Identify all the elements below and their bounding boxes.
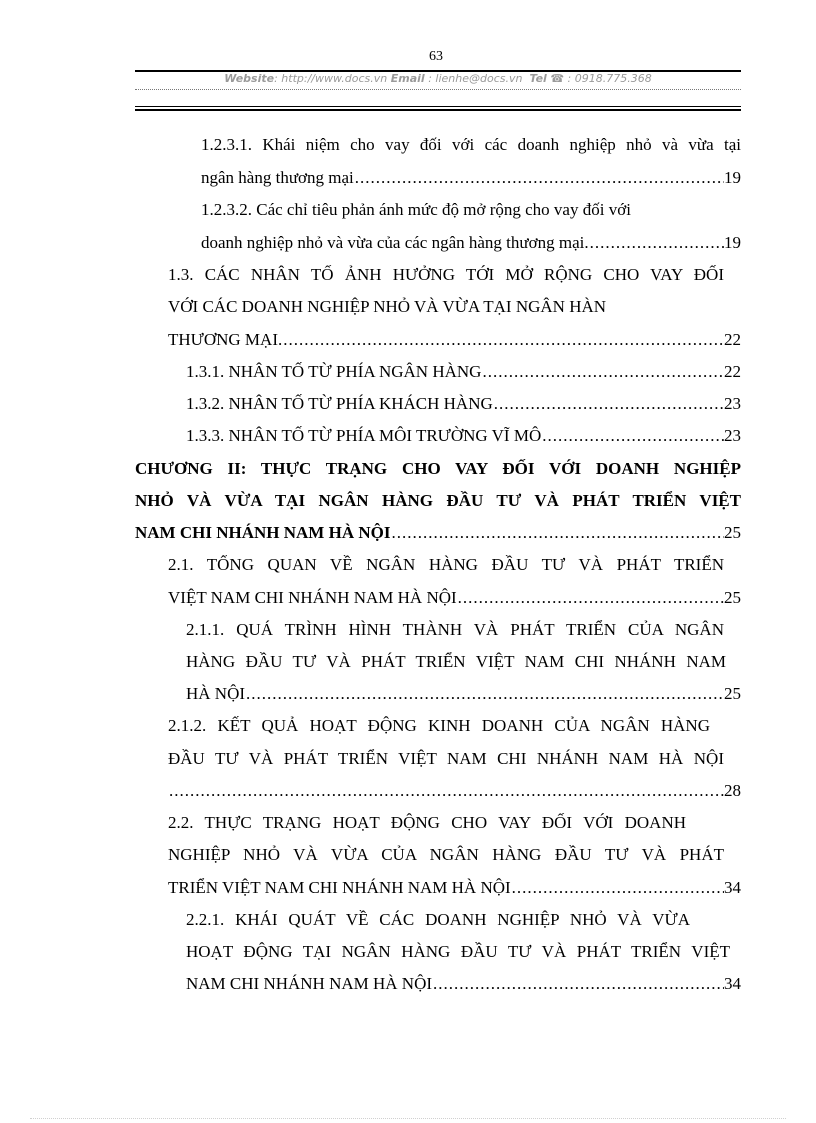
header-rule-bottom	[135, 106, 741, 107]
website-value[interactable]: : http://www.docs.vn	[274, 72, 388, 85]
toc-entry-1.2.3.2-cont[interactable]: doanh nghiệp nhỏ và vừa của các ngân hàng thương mại. ..... 19	[201, 233, 741, 253]
toc-entry-2.2.1-cont2[interactable]: NAM CHI NHÁNH NAM HÀ NỘI ..... 34	[186, 974, 741, 994]
email-label: Email	[390, 72, 425, 85]
leader-dots	[542, 426, 724, 446]
header-rule-mid	[135, 89, 741, 90]
leader-dots	[246, 684, 724, 704]
page-ref: 25	[724, 523, 741, 542]
toc-entry-1.3[interactable]: 1.3. CÁC NHÂN TỐ ẢNH HƯỞNG TỚI MỞ RỘNG CHO VAY ĐỐI	[168, 265, 724, 284]
page-ref: 23	[724, 426, 741, 445]
page-ref: 19	[724, 233, 741, 252]
toc-entry-2.1-cont[interactable]: VIỆT NAM CHI NHÁNH NAM HÀ NỘI ..... 25	[168, 588, 741, 608]
toc-entry-1.2.3.1-cont[interactable]: ngân hàng thương mại ..... 19	[201, 168, 741, 188]
leader-dots	[433, 974, 724, 994]
page-ref: 28	[724, 781, 741, 800]
page-ref: 22	[724, 330, 741, 349]
toc-entry-2.1.1-cont2[interactable]: HÀ NỘI ..... 25	[186, 684, 741, 704]
toc-entry-2.2[interactable]: 2.2. THỰC TRẠNG HOẠT ĐỘNG CHO VAY ĐỐI VỚI DOANH	[168, 813, 686, 832]
toc-entry-1.3-cont2[interactable]: THƯƠNG MẠI. ..... 22	[168, 330, 741, 350]
toc-entry-2.1.2-cont[interactable]: ĐẦU TƯ VÀ PHÁT TRIỂN VIỆT NAM CHI NHÁNH NAM HÀ NỘI	[168, 749, 724, 768]
tel-label: Tel	[529, 72, 547, 85]
header-rule-bottom-thick	[135, 109, 741, 111]
page-ref: 19	[724, 168, 741, 187]
toc-entry-2.1.2[interactable]: 2.1.2. KẾT QUẢ HOẠT ĐỘNG KINH DOANH CỦA NGÂN HÀNG	[168, 716, 710, 735]
page-ref: 22	[724, 362, 741, 381]
toc-entry-2.2-cont2[interactable]: TRIỂN VIỆT NAM CHI NHÁNH NAM HÀ NỘI ..... 34	[168, 878, 741, 898]
toc-entry-2.1[interactable]: 2.1. TỔNG QUAN VỀ NGÂN HÀNG ĐẦU TƯ VÀ PHÁT TRIỂN	[168, 555, 724, 574]
footer-dotted-rule	[30, 1118, 786, 1119]
toc-entry-2.2-cont[interactable]: NGHIỆP NHỎ VÀ VỪA CỦA NGÂN HÀNG ĐẦU TƯ VÀ PHÁT	[168, 845, 724, 864]
leader-dots	[590, 233, 724, 253]
toc-entry-chapter-2-cont2[interactable]: NAM CHI NHÁNH NAM HÀ NỘI ..... 25	[135, 523, 741, 543]
toc-entry-2.1.2-cont2[interactable]	[168, 781, 741, 801]
page-ref: 34	[724, 974, 741, 993]
toc-entry-1.2.3.1[interactable]: 1.2.3.1. Khái niệm cho vay đối với các doanh nghiệp nhỏ và vừa tại	[201, 135, 741, 154]
toc-entry-1.3.2[interactable]: 1.3.2. NHÂN TỐ TỪ PHÍA KHÁCH HÀNG ..... 23	[186, 394, 741, 414]
page-ref: 23	[724, 394, 741, 413]
leader-dots	[169, 781, 724, 801]
header-contact-line	[135, 72, 741, 86]
page-ref: 34	[724, 878, 741, 897]
toc-entry-chapter-2[interactable]: CHƯƠNG II: THỰC TRẠNG CHO VAY ĐỐI VỚI DOANH NGHIỆP	[135, 459, 741, 478]
page-number: 63	[429, 49, 443, 64]
email-value[interactable]: : lienhe@docs.vn	[424, 72, 523, 85]
page-ref: 25	[724, 684, 741, 703]
tel-value: ☎ : 0918.775.368	[550, 72, 652, 85]
toc-entry-1.3.3[interactable]: 1.3.3. NHÂN TỐ TỪ PHÍA MÔI TRƯỜNG VĨ MÔ ..... 23	[186, 426, 741, 446]
toc-entry-2.2.1[interactable]: 2.2.1. KHÁI QUÁT VỀ CÁC DOANH NGHIỆP NHỎ VÀ VỪA	[186, 910, 690, 929]
toc-entry-1.2.3.2[interactable]: 1.2.3.2. Các chỉ tiêu phản ánh mức độ mở rộng cho vay đối với	[201, 200, 631, 219]
leader-dots	[494, 394, 724, 414]
leader-dots	[482, 362, 724, 382]
toc-entry-2.1.1-cont[interactable]: HÀNG ĐẦU TƯ VÀ PHÁT TRIỂN VIỆT NAM CHI NHÁNH NAM	[186, 652, 726, 671]
leader-dots	[512, 878, 724, 898]
toc-entry-1.3.1[interactable]: 1.3.1. NHÂN TỐ TỪ PHÍA NGÂN HÀNG ..... 22	[186, 362, 741, 382]
toc-entry-1.3-cont[interactable]: VỚI CÁC DOANH NGHIỆP NHỎ VÀ VỪA TẠI NGÂN HÀN	[168, 297, 607, 316]
leader-dots	[355, 168, 724, 188]
page-ref: 25	[724, 588, 741, 607]
toc-entry-chapter-2-cont[interactable]: NHỎ VÀ VỪA TẠI NGÂN HÀNG ĐẦU TƯ VÀ PHÁT TRIỂN VIỆT	[135, 491, 741, 510]
leader-dots	[391, 523, 724, 543]
toc-entry-2.2.1-cont[interactable]: HOẠT ĐỘNG TẠI NGÂN HÀNG ĐẦU TƯ VÀ PHÁT TRIỂN VIỆT	[186, 942, 730, 961]
leader-dots	[283, 330, 724, 350]
website-label: Website	[224, 72, 275, 85]
toc-entry-2.1.1[interactable]: 2.1.1. QUÁ TRÌNH HÌNH THÀNH VÀ PHÁT TRIỂN CỦA NGÂN	[186, 620, 724, 639]
leader-dots	[458, 588, 724, 608]
